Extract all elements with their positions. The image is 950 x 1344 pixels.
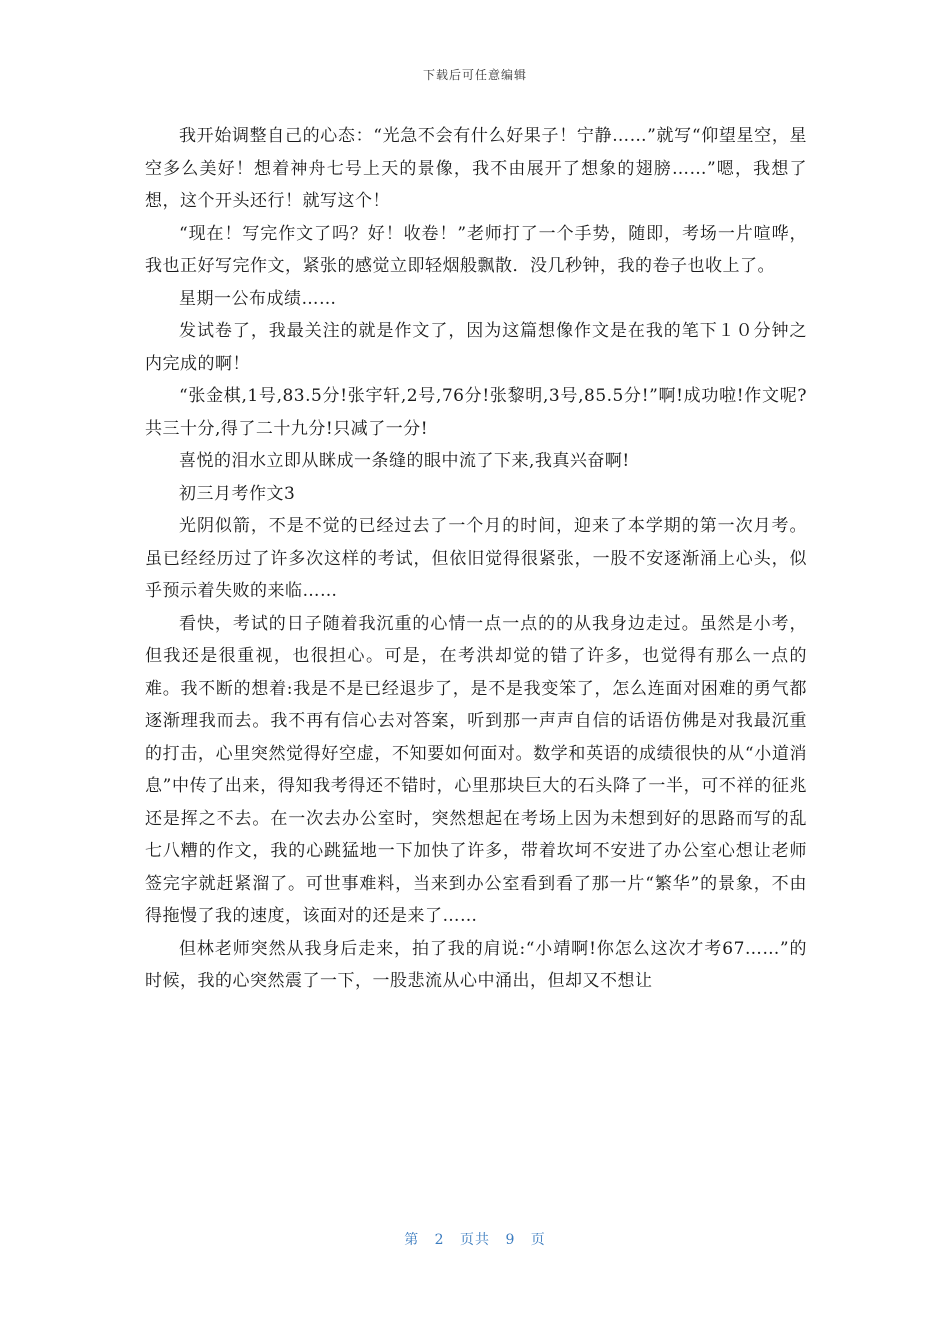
paragraph: “张金棋,1号,83.5分!张宇轩,2号,76分!张黎明,3号,85.5分!”啊!成功啦!作文呢?共三十分,得了二十九分!只减了一分!	[145, 386, 807, 439]
paragraph: 星期一公布成绩……	[179, 288, 337, 309]
section-title: 初三月考作文3	[179, 483, 296, 504]
paragraph: 但林老师突然从我身后走来，拍了我的肩说:“小靖啊!你怎么这次才考67……”的时候，我的心突然震了一下，一股悲流从心中涌出，但却又不想让	[145, 938, 807, 991]
paragraph: “现在！写完作文了吗？好！收卷！”老师打了一个手势，随即，考场一片喧哗，我也正好写完作文，紧张的感觉立即轻烟般飘散．没几秒钟，我的卷子也收上了。	[145, 223, 807, 276]
paragraph: 我开始调整自己的心态：“光急不会有什么好果子！宁静……”就写“仰望星空，星空多么美好！想着神舟七号上天的景像，我不由展开了想象的翅膀……”嗯，我想了想，这个开头还行！就写这个！	[145, 126, 807, 211]
page-header: 下载后可任意编辑	[422, 68, 527, 82]
paragraph: 喜悦的泪水立即从眯成一条缝的眼中流了下来,我真兴奋啊!	[179, 451, 630, 471]
paragraph: 发试卷了，我最关注的就是作文了，因为这篇想像作文是在我的笔下１０分钟之内完成的啊！	[145, 321, 807, 374]
page-number-footer: 第 2 页共 9 页	[404, 1232, 546, 1248]
paragraph: 光阴似箭，不是不觉的已经过去了一个月的时间，迎来了本学期的第一次月考。虽已经经历过了许多次这样的考试，但依旧觉得很紧张，一股不安逐渐涌上心头，似乎预示着失败的来临……	[145, 516, 807, 601]
paragraph: 看快，考试的日子随着我沉重的心情一点一点的的从我身边走过。虽然是小考，但我还是很重视，也很担心。可是，在考洪却觉的错了许多，也觉得有那么一点的难。我不断的想着:我是不是已经退步了，是不是我变笨了，怎么连面对困难的勇气都逐渐理我而去。我不再有信心去对答案，听到那一声声自信的话语仿佛是对我最沉重的打击，心里突然觉得好空虚，不知要如何面对。数学和英语的成绩很快的从“小道消息”中传了出来，得知我考得还不错时，心里那块巨大的石头降了一半，可不祥的征兆还是挥之不去。在一次去办公室时，突然想起在考场上因为未想到好的思路而写的乱七八糟的作文，我的心跳猛地一下加快了许多，带着坎坷不安进了办公室心想让老师签完字就赶紧溜了。可世事难料，当来到办公室看到看了那一片“繁华”的景象，不由得拖慢了我的速度，该面对的还是来了……	[145, 613, 807, 926]
document-body	[145, 120, 807, 998]
